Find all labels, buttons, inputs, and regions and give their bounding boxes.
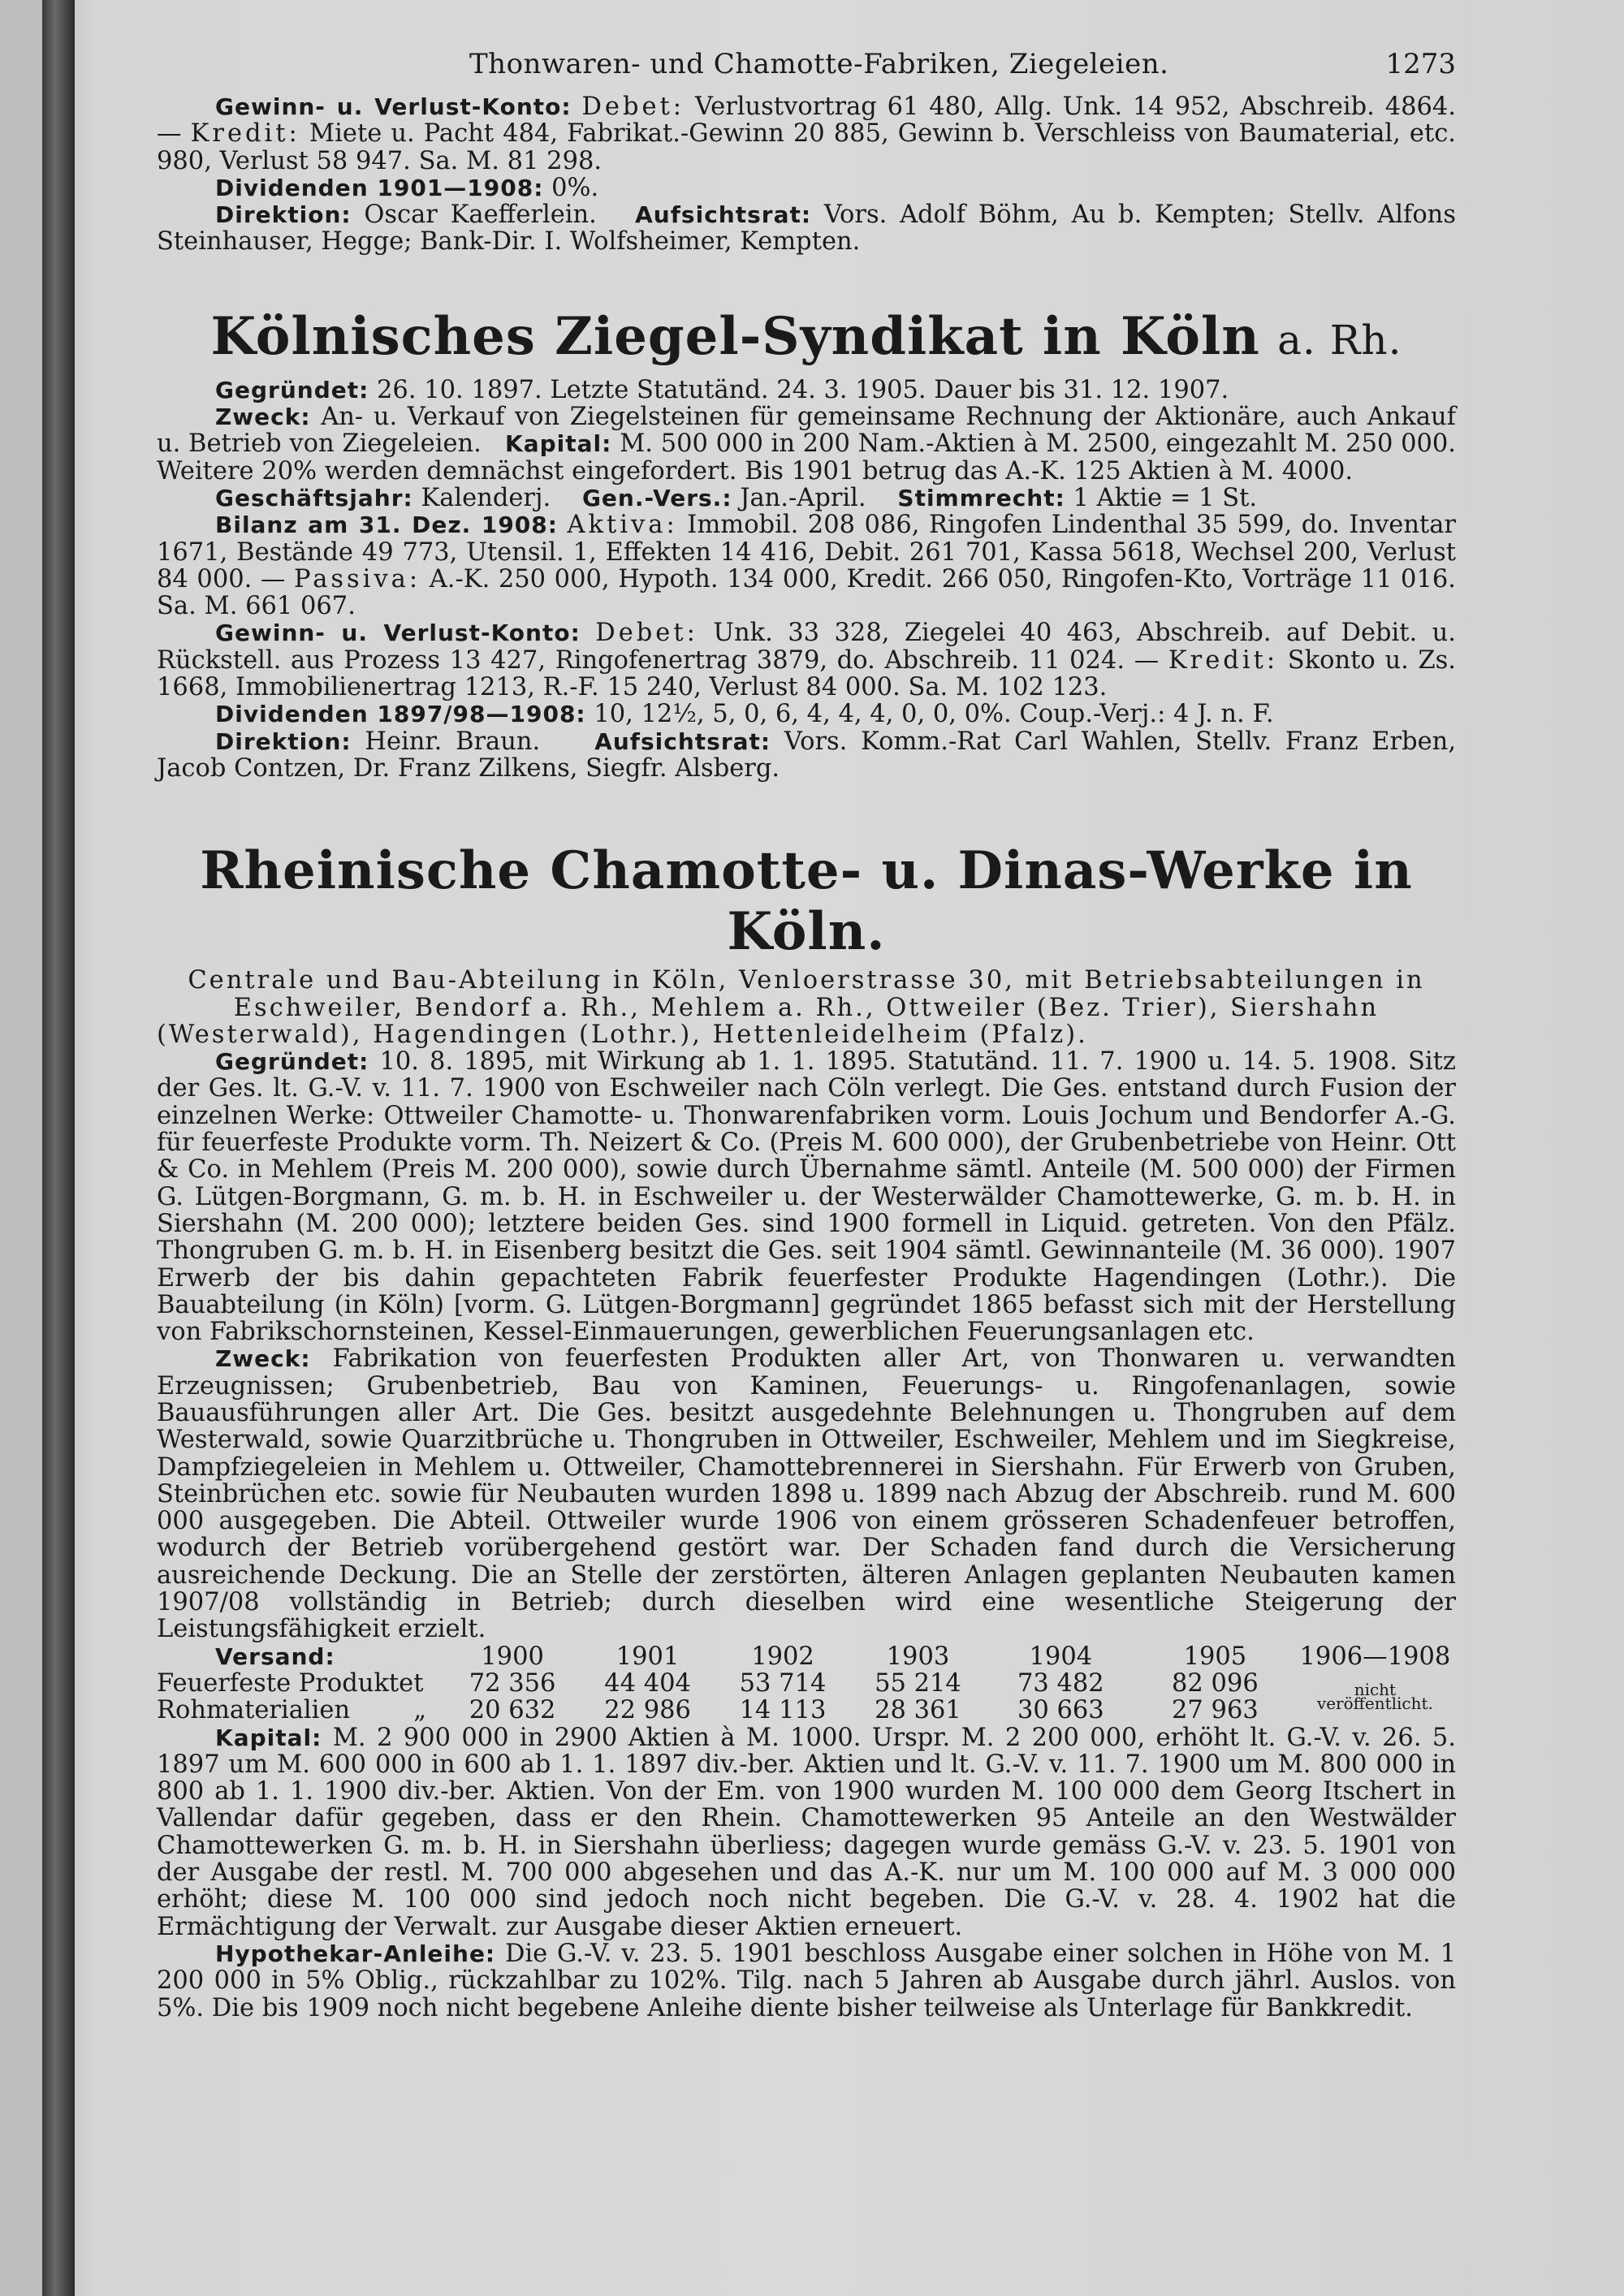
- versand-row-name: Feuerfeste Produkte: [157, 1668, 414, 1698]
- versand-row: [157, 1697, 1456, 1724]
- prev-gewinn-debet-label: Debet:: [581, 93, 685, 121]
- entry1-gj-text: Kalenderj.: [421, 483, 551, 512]
- page-edge: [0, 0, 42, 2296]
- versand-row-unit: t: [413, 1668, 424, 1698]
- entry1-zweck-label: Zweck:: [215, 404, 311, 431]
- versand-year: 1905: [1183, 1642, 1247, 1671]
- versand-cell: 53 714: [739, 1668, 827, 1698]
- versand-cell: 44 404: [604, 1668, 691, 1698]
- prev-dividenden-label: Dividenden 1901—1908:: [215, 174, 544, 201]
- versand-year: 1906—1908: [1299, 1642, 1451, 1671]
- running-head-title: Thonwaren- und Chamotte-Fabriken, Ziegeleien.: [469, 48, 1169, 80]
- entry1-dividenden-text: 10, 12½, 5, 0, 6, 4, 4, 4, 0, 0, 0%. Coup.-Verj.: 4 J. n. F.: [594, 700, 1274, 729]
- versand-year: 1902: [751, 1642, 814, 1671]
- prev-aufsichtsrat-label: Aufsichtsrat:: [635, 201, 812, 229]
- versand-cell: 20 632: [469, 1696, 556, 1725]
- entry2-gegruendet-text: 10. 8. 1895, mit Wirkung ab 1. 1. 1895. Statutänd. 11. 7. 1900 u. 14. 5. 1908. Sitz der Ges. lt. G.-V. v. 11. 7. 1900 von Eschweiler nach Cöln verlegt. Die Ges. entstand durch Fusion der einzelnen Werke: Ottweiler Chamotte- u. Thonwarenfabriken vorm. Louis Jochum und Bendorfer A.-G. für feuerfeste Produkte vorm. Th. Neizert & Co. (Preis M. 600 000), der Grubenbetriebe von Heinr. Ott & Co. in Mehlem (Preis M. 200 000), sowie durch Übernahme sämtl. Anteile (M. 500 000) der Firmen G. Lütgen-Borgmann, G. m. b. H. in Eschweiler u. der Westerwälder Chamottewerke, G. m. b. H. in Siershahn (M. 200 000); letztere beiden Ges. sind 1900 formell in Liquid. getreten. Von den Pfälz. Thongruben G. m. b. H. in Eisenberg besitzt die Ges. seit 1904 sämtl. Gewinnanteile (M. 36 000). 1907 Erwerb der bis dahin gepachteten Fabrik feuerfester Produkte Hagendingen (Lothr.). Die Bauabteilung (in Köln) [vorm. G. Lütgen-Borgmann] gegründet 1865 befasst sich mit der Herstellung von Fabrikschornsteinen, Kessel-Einmauerungen, gewerblichen Feuerungsanlagen etc.: [157, 1047, 1456, 1347]
- page-number: 1273: [1385, 48, 1456, 80]
- entry1-aufsichtsrat-label: Aufsichtsrat:: [594, 727, 771, 755]
- prev-aufsichtsrat-text: Vors. Adolf Böhm, Au b. Kempten; Stellv. Alfons Steinhauser, Hegge; Bank-Dir. I. Wolfsheimer, Kempten.: [157, 201, 1456, 257]
- versand-row: [157, 1670, 1456, 1697]
- entry1-aufsichtsrat-text: Vors. Komm.-Rat Carl Wahlen, Stellv. Franz Erben, Jacob Contzen, Dr. Franz Zilkens, Siegfr. Alsberg.: [157, 727, 1457, 783]
- entry1-genvers-label: Gen.-Vers.:: [581, 484, 732, 511]
- entry2-gegruendet: [157, 1048, 1456, 1345]
- entry1-direktion-label: Direktion:: [215, 727, 352, 755]
- entry1-gegruendet-label: Gegründet:: [215, 376, 369, 404]
- entry1-zweck-text: An- u. Verkauf von Ziegelsteinen für gemeinsame Rechnung der Aktionäre, auch Ankauf u. Betrieb von Ziegeleien.: [157, 403, 1456, 459]
- entry1-gegruendet: [157, 377, 1456, 404]
- prev-gewinn-text-1: Verlustvortrag 61 480, Allg. Unk. 14 952, Abschreib. 4864. —: [157, 93, 1457, 149]
- page-content: [157, 45, 1456, 2022]
- prev-gewinn-label: Gewinn- u. Verlust-Konto:: [215, 93, 572, 120]
- versand-year: 1900: [481, 1642, 544, 1671]
- prev-direktion-label: Direktion:: [215, 201, 352, 229]
- versand-label: Versand:: [215, 1642, 335, 1670]
- versand-cell: 82 096: [1172, 1668, 1259, 1698]
- entry1-kapital-text: M. 500 000 in 200 Nam.-Aktien à M. 2500, eingezahlt M. 250 000. Weitere 20% werden demnächst eingefordert. Bis 1901 betrug das A.-K. 125 Aktien à M. 4000.: [157, 429, 1457, 486]
- entry1-heading-main: Kölnisches Ziegel-Syndikat in Köln: [210, 305, 1260, 367]
- versand-cell: 73 482: [1017, 1668, 1104, 1698]
- entry2-zweck-text: Fabrikation von feuerfesten Produkten aller Art, von Thonwaren u. verwandten Erzeugnissen; Grubenbetrieb, Bau von Kaminen, Feuerungs- u. Ringofenanlagen, sowie Bauausführungen aller Art. Die Ges. besitzt ausgedehnte Belehnungen u. Thongruben auf dem Westerwald, sowie Quarzitbrüche u. Thongruben in Ottweiler, Eschweiler, Mehlem und im Siegkreise, Dampfziegeleien in Mehlem u. Ottweiler, Chamottebrennerei in Siershahn. Für Erwerb von Gruben, Steinbrüchen etc. sowie für Neubauten wurden 1898 u. 1899 nach Abzug der Abschreib. rund M. 600 000 ausgegeben. Die Abteil. Ottweiler wurde 1906 von einem grösseren Schadenfeuer betroffen, wodurch der Betrieb vorübergehend gestört war. Der Schaden fand durch die Versicherung ausreichende Deckung. Die an Stelle der zerstörten, älteren Anlagen geplanten Neubauten kamen 1907/08 vollständig in Betrieb; durch dieselben wird eine wesentliche Steigerung der Leistungsfähigkeit erzielt.: [157, 1344, 1456, 1644]
- entry1-dividenden-label: Dividenden 1897/98—1908:: [215, 701, 586, 728]
- entry2-heading-text: Rheinische Chamotte- u. Dinas-Werke in Köln.: [200, 840, 1413, 963]
- versand-note: nicht veröffentlicht.: [1316, 1680, 1433, 1714]
- entry1-bilanz-label: Bilanz am 31. Dez. 1908:: [215, 511, 558, 539]
- versand-year: 1904: [1029, 1642, 1093, 1671]
- entry1-gewinn-text-1: Unk. 33 328, Ziegelei 40 463, Abschreib. auf Debit. u. Rückstell. aus Prozess 13 427, Ringofenertrag 3879, do. Abschreib. 11 024. —: [157, 619, 1457, 675]
- versand-header-row: [157, 1643, 1456, 1670]
- prev-gewinn: [157, 93, 1456, 175]
- entry1-gegruendet-text: 26. 10. 1897. Letzte Statutänd. 24. 3. 1905. Dauer bis 31. 12. 1907.: [377, 375, 1229, 404]
- versand-cell: 22 986: [604, 1696, 691, 1725]
- entry1-bilanz-text-2: A.-K. 250 000, Hypoth. 134 000, Kredit. 266 050, Ringofen-Kto, Vorträge 11 016. Sa. M. 661 067.: [157, 564, 1456, 621]
- versand-year: 1901: [615, 1642, 680, 1671]
- entry1-stimmrecht-text: 1 Aktie = 1 St.: [1073, 483, 1258, 512]
- entry1-bilanz-aktiva-label: Aktiva:: [567, 511, 678, 540]
- entry1-gewinn-kredit-label: Kredit:: [1168, 645, 1279, 675]
- book-binding: [42, 0, 75, 2296]
- entry1-direktion-text: Heinr. Braun.: [365, 727, 541, 756]
- versand-cell: 55 214: [875, 1668, 961, 1698]
- entry2-kapital-label: Kapital:: [215, 1724, 322, 1751]
- prev-dividenden-text: 0%.: [551, 173, 599, 202]
- versand-cell: 27 963: [1172, 1696, 1259, 1725]
- entry1-bilanz-text-1: Immobil. 208 086, Ringofen Lindenthal 35 599, do. Inventar 1671, Bestände 49 773, Utensil. 1, Effekten 14 416, Debit. 261 701, Kassa 5618, Wechsel 200, Verlust 84 000. —: [157, 511, 1457, 593]
- entry2-subhead: Centrale und Bau-Abteilung in Köln, Venloerstrasse 30, mit Betriebsabteilungen in Eschweiler, Bendorf a. Rh., Mehlem a. Rh., Ottweiler (Bez. Trier), Siershahn (Westerwald), Hagendingen (Lothr.), Hettenleidelheim (Pfalz).: [157, 966, 1425, 1049]
- entry2-hypo-text: Die G.-V. v. 23. 5. 1901 beschloss Ausgabe einer solchen in Höhe von M. 1 200 000 in 5% Oblig., rückzahlbar zu 102%. Tilg. nach 5 Jahren ab Ausgabe durch jährl. Auslos. von 5%. Die bis 1909 noch nicht begebene Anleihe diente bisher teilweise als Unterlage für Bankkredit.: [157, 1939, 1456, 2022]
- prev-entry: [157, 93, 1456, 256]
- entry2-kapital-text: M. 2 900 000 in 2900 Aktien à M. 1000. Urspr. M. 2 200 000, erhöht lt. G.-V. v. 26. 5. 1897 um M. 600 000 in 600 ab 1. 1. 1897 div.-ber. Aktien und lt. G.-V. v. 11. 7. 1900 um M. 800 000 in 800 ab 1. 1. 1900 div.-ber. Aktien. Von der Em. von 1900 wurden M. 100 000 dem Georg Itschert in Vallendar dafür gegeben, dass er den Rhein. Chamottewerken 95 Anteile an den Westwälder Chamottewerken G. m. b. H. in Siershahn überliess; dagegen wurde gemäss G.-V. v. 23. 5. 1901 von der Ausgabe der restl. M. 700 000 abgesehen und das A.-K. nur um M. 100 000 auf M. 3 000 000 erhöht; diese M. 100 000 sind jedoch noch nicht begeben. Die G.-V. v. 28. 4. 1902 hat die Ermächtigung der Verwalt. zur Ausgabe dieser Aktien erneuert.: [157, 1723, 1456, 1941]
- prev-gewinn-text-2: Miete u. Pacht 484, Fabrikat.-Gewinn 20 885, Gewinn b. Verschleiss von Baumaterial, etc. 980, Verlust 58 947. Sa. M. 81 298.: [157, 119, 1457, 175]
- entry1-geschaeftsjahr: [157, 485, 1456, 511]
- versand-cell: 30 663: [1017, 1696, 1104, 1725]
- prev-dividenden: [157, 175, 1456, 201]
- entry1-heading-tail: a. Rh.: [1277, 316, 1402, 364]
- versand-cell: 72 356: [469, 1668, 556, 1698]
- entry1-gewinn-debet-label: Debet:: [595, 619, 698, 648]
- entry-koelnisches-ziegel-syndikat: [157, 306, 1456, 782]
- versand-year: 1903: [886, 1642, 950, 1671]
- entry1-kapital-label: Kapital:: [505, 430, 612, 458]
- running-head: [157, 45, 1456, 93]
- versand-cell: 14 113: [739, 1696, 827, 1725]
- entry-rheinische-chamotte-dinas-werke: [157, 840, 1456, 2022]
- entry1-genvers-text: Jan.-April.: [740, 483, 866, 512]
- entry2-heading: [157, 840, 1456, 962]
- entry1-stimmrecht-label: Stimmrecht:: [897, 484, 1065, 511]
- entry2-zweck-label: Zweck:: [215, 1345, 311, 1373]
- entry1-zweck: [157, 404, 1456, 485]
- entry1-direktion: [157, 728, 1456, 783]
- entry2-gegruendet-label: Gegründet:: [215, 1048, 369, 1076]
- versand-row-name: Rohmaterialien: [157, 1696, 351, 1725]
- entry1-gewinn: [157, 619, 1456, 701]
- entry2-kapital: [157, 1724, 1456, 1940]
- prev-direktion-text: Oscar Kaefferlein.: [364, 201, 597, 230]
- entry1-gewinn-label: Gewinn- u. Verlust-Konto:: [215, 619, 581, 647]
- entry1-bilanz-passiva-label: Passiva:: [294, 564, 421, 593]
- versand-table: [157, 1643, 1456, 1724]
- entry1-gj-label: Geschäftsjahr:: [215, 484, 413, 511]
- entry1-gewinn-text-2: Skonto u. Zs. 1668, Immobilienertrag 1213, R.-F. 15 240, Verlust 84 000. Sa. M. 102 123.: [157, 645, 1456, 702]
- versand-cell: 28 361: [875, 1696, 961, 1725]
- entry1-dividenden: [157, 701, 1456, 727]
- prev-gewinn-kredit-label: Kredit:: [190, 119, 300, 149]
- entry2-hypo-label: Hypothekar-Anleihe:: [215, 1940, 496, 1967]
- entry1-heading: [157, 306, 1456, 367]
- versand-row-unit: „: [413, 1696, 427, 1725]
- entry2-hypothekar-anleihe: [157, 1940, 1456, 2022]
- entry1-bilanz: [157, 511, 1456, 619]
- prev-direktion: [157, 201, 1456, 256]
- entry2-zweck: [157, 1345, 1456, 1642]
